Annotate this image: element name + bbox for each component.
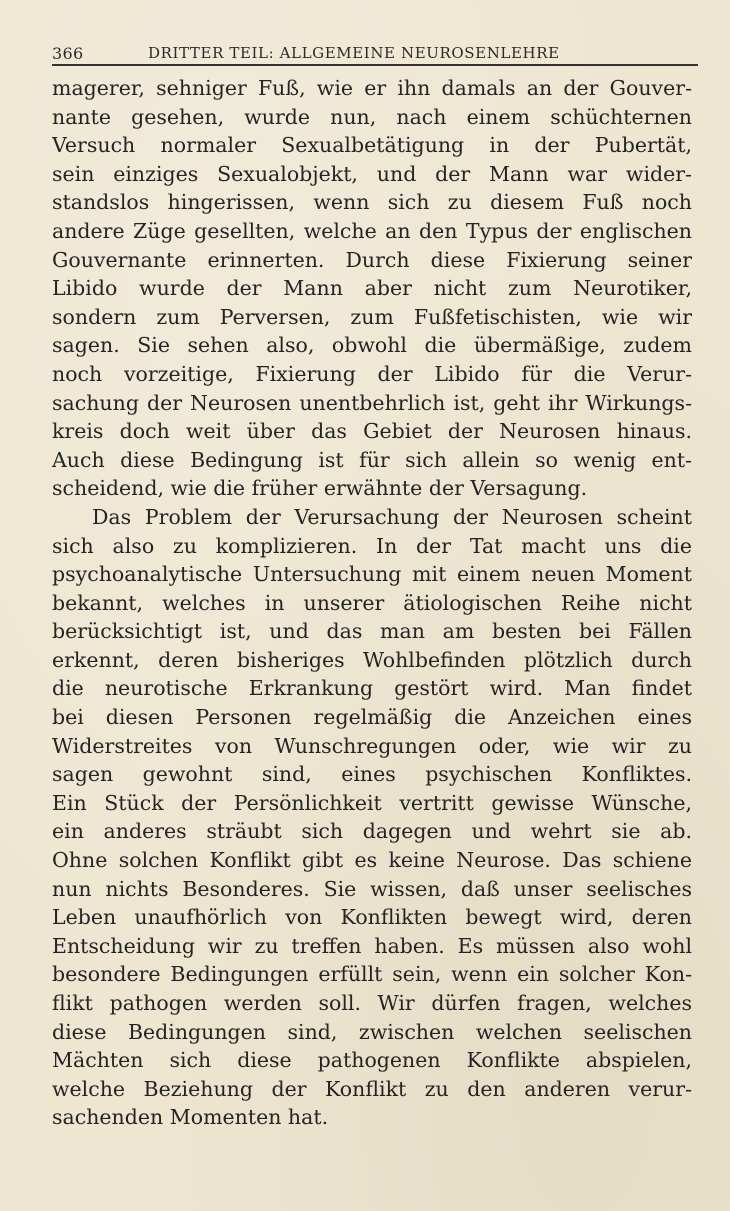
text-line: Ohne solchen Konflikt gibt es keine Neurose. Das schiene — [52, 848, 692, 873]
body-text — [52, 74, 692, 1132]
running-title: DRITTER TEIL: ALLGEMEINE NEUROSENLEHRE — [148, 44, 560, 62]
text-line: sich also zu komplizieren. In der Tat macht uns die — [52, 533, 692, 558]
text-line: Mächten sich diese pathogenen Konflikte abspielen, — [52, 1048, 692, 1073]
text-line: Widerstreites von Wunschregungen oder, wie wir zu — [52, 733, 692, 758]
text-line: Gouvernante erinnerten. Durch diese Fixierung seiner — [52, 247, 692, 272]
text-line: kreis doch weit über das Gebiet der Neurosen hinaus. — [52, 419, 692, 444]
page-number: 366 — [52, 44, 84, 63]
text-line: sondern zum Perversen, zum Fußfetischisten, wie wir — [52, 304, 692, 329]
text-line: nun nichts Besonderes. Sie wissen, daß unser seelisches — [52, 876, 692, 901]
text-line: ein anderes sträubt sich dagegen und wehrt sie ab. — [52, 819, 692, 844]
text-line: sagen gewohnt sind, eines psychischen Konfliktes. — [52, 762, 692, 787]
text-line: bekannt, welches in unserer ätiologischen Reihe nicht — [52, 590, 692, 615]
text-line: sachenden Momenten hat. — [52, 1105, 329, 1130]
text-line: erkennt, deren bisheriges Wohlbefinden plötzlich durch — [52, 647, 692, 672]
text-line: andere Züge gesellten, welche an den Typus der englischen — [52, 218, 692, 243]
text-line: besondere Bedingungen erfüllt sein, wenn ein solcher Kon- — [52, 962, 692, 987]
text-line: diese Bedingungen sind, zwischen welchen seelischen — [52, 1019, 692, 1044]
running-head — [52, 40, 690, 66]
text-line: Leben unaufhörlich von Konflikten bewegt wird, deren — [52, 905, 692, 930]
text-line: Entscheidung wir zu treffen haben. Es müssen also wohl — [52, 933, 692, 958]
text-line: sachung der Neurosen unentbehrlich ist, geht ihr Wirkungs- — [52, 390, 692, 415]
text-line: noch vorzeitige, Fixierung der Libido für die Verur- — [52, 361, 692, 386]
text-line: Versuch normaler Sexualbetätigung in der Pubertät, — [52, 133, 692, 158]
text-line: psychoanalytische Untersuchung mit einem neuen Moment — [52, 562, 692, 587]
text-line: scheidend, wie die früher erwähnte der Versagung. — [52, 476, 588, 501]
text-line: sein einziges Sexualobjekt, und der Mann war wider- — [52, 161, 692, 186]
text-line: magerer, sehniger Fuß, wie er ihn damals an der Gouver- — [52, 76, 692, 100]
text-line: Libido wurde der Mann aber nicht zum Neurotiker, — [52, 276, 692, 301]
header-rule — [52, 64, 698, 66]
text-line: die neurotische Erkrankung gestört wird. Man findet — [52, 676, 692, 701]
text-line: flikt pathogen werden soll. Wir dürfen fragen, welches — [52, 991, 692, 1015]
text-line: Ein Stück der Persönlichkeit vertritt gewisse Wünsche, — [52, 790, 692, 815]
text-line: berücksichtigt ist, und das man am besten bei Fällen — [52, 619, 692, 644]
text-line: sagen. Sie sehen also, obwohl die übermäßige, zudem — [52, 333, 692, 358]
text-line: welche Beziehung der Konflikt zu den anderen verur- — [52, 1076, 692, 1101]
text-line: Auch diese Bedingung ist für sich allein so wenig ent- — [52, 447, 692, 472]
text-line: bei diesen Personen regelmäßig die Anzeichen eines — [52, 705, 692, 730]
text-line: standslos hingerissen, wenn sich zu diesem Fuß noch — [52, 190, 692, 215]
paragraph-start-line: Das Problem der Verursachung der Neurosen scheint — [92, 504, 692, 529]
text-line: nante gesehen, wurde nun, nach einem schüchternen — [52, 104, 692, 129]
